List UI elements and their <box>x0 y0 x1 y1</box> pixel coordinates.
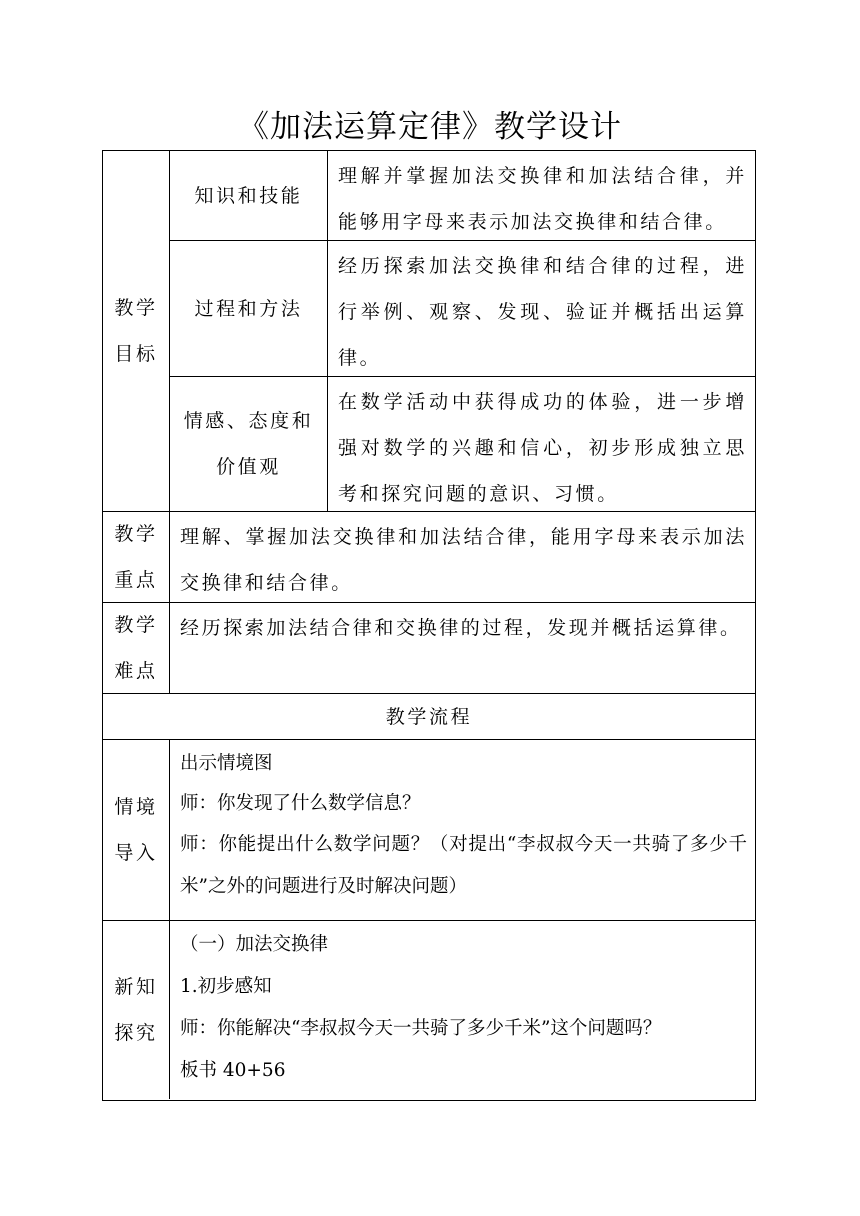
explore-label: 新知 探究 <box>103 921 170 1099</box>
key-points-label: 教学 重点 <box>103 512 170 603</box>
explore-line: （一）加法交换律 <box>180 934 329 955</box>
process-label: 过程和方法 <box>170 241 328 377</box>
explore-content <box>170 921 755 1099</box>
difficulties-label: 教学 难点 <box>103 603 170 694</box>
difficulties-content: 经历探索加法结合律和交换律的过程，发现并概括运算律。 <box>170 603 755 694</box>
knowledge-content: 理解并掌握加法交换律和加法结合律，并能够用字母来表示加法交换律和结合律。 <box>328 151 755 241</box>
emotion-content: 在数学活动中获得成功的体验，进一步增强对数学的兴趣和信心，初步形成独立思考和探究问题的意识、习惯。 <box>328 377 755 512</box>
intro-line: 师：你能提出什么数学问题？（对提出“李叔叔今天一共骑了多少千米”之外的问题进行及时解决问题） <box>180 834 747 897</box>
lesson-plan-table <box>102 150 756 1101</box>
explore-line: 1.初步感知 <box>180 976 272 997</box>
emotion-label <box>170 377 328 512</box>
emotion-label-line1: 情感、态度和 <box>183 410 314 432</box>
intro-content <box>170 740 755 921</box>
explore-line: 板书 40+56 <box>180 1060 286 1081</box>
document-title: 《加法运算定律》教学设计 <box>238 109 622 145</box>
knowledge-label: 知识和技能 <box>170 151 328 241</box>
objectives-label-line2: 目标 <box>114 343 158 365</box>
explore-line: 师：你能解决“李叔叔今天一共骑了多少千米”这个问题吗？ <box>180 1018 662 1039</box>
flow-header: 教学流程 <box>103 694 755 740</box>
intro-line: 出示情境图 <box>180 753 273 774</box>
objectives-label-line1: 教学 <box>114 297 158 319</box>
objectives-label <box>103 151 170 512</box>
intro-line: 师：你发现了什么数学信息？ <box>180 793 421 814</box>
emotion-label-line2: 价值观 <box>216 456 281 478</box>
key-points-content: 理解、掌握加法交换律和加法结合律，能用字母来表示加法交换律和结合律。 <box>170 512 755 603</box>
process-content: 经历探索加法交换律和结合律的过程，进行举例、观察、发现、验证并概括出运算律。 <box>328 241 755 377</box>
intro-label: 情境 导入 <box>103 740 170 921</box>
